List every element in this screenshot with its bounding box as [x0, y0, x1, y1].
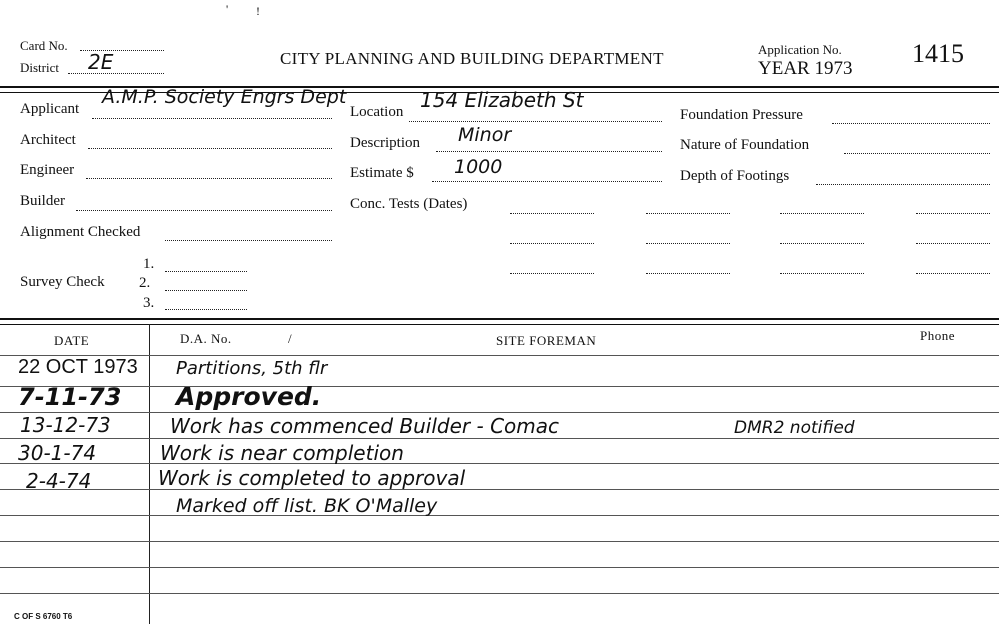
- col-da-header: D.A. No.: [180, 331, 232, 346]
- builder-line: [76, 210, 332, 211]
- log-rule: [0, 318, 999, 320]
- col-da-separator: /: [288, 331, 293, 346]
- conc-line-2d: [916, 243, 990, 244]
- applicant-line: [92, 118, 332, 119]
- survey-num-1: 1.: [143, 256, 155, 272]
- entry-text: Work is near completion: [160, 441, 404, 465]
- survey-line-2: [165, 290, 247, 291]
- row-rule: [0, 463, 999, 464]
- conc-line-2b: [646, 243, 730, 244]
- col-date-header: DATE: [54, 333, 90, 348]
- entry-date: 2-4-74: [26, 469, 92, 493]
- conc-line-1b: [646, 213, 730, 214]
- form-code: C OF S 6760 T6: [14, 612, 73, 621]
- conc-line-3d: [916, 273, 990, 274]
- col-foreman-header: SITE FOREMAN: [496, 333, 597, 348]
- survey-num-3: 3.: [143, 295, 155, 311]
- district-line: [68, 73, 164, 74]
- row-rule: [0, 593, 999, 594]
- scan-mark: ': [226, 2, 229, 16]
- entry-date: 7-11-73: [18, 383, 122, 411]
- entry-text: Approved.: [176, 382, 322, 411]
- depth-footings-line: [816, 184, 990, 185]
- nature-foundation-line: [844, 153, 990, 154]
- conc-line-1a: [510, 213, 594, 214]
- location-label: Location: [350, 104, 404, 120]
- entry-date: 22 OCT 1973: [18, 356, 138, 378]
- conc-line-2c: [780, 243, 864, 244]
- entry-text: Marked off list. BK O'Malley: [176, 495, 438, 517]
- entry-text: Work has commenced Builder - Comac: [170, 414, 560, 438]
- entry-extra: DMR2 notified: [734, 418, 855, 438]
- estimate-line: [432, 181, 662, 182]
- conc-line-1c: [780, 213, 864, 214]
- description-value: Minor: [458, 124, 512, 146]
- year-label: YEAR 1973: [758, 58, 853, 79]
- entry-text: Partitions, 5th flr: [176, 358, 328, 379]
- depth-footings-label: Depth of Footings: [680, 168, 790, 184]
- scan-mark: !: [256, 4, 260, 18]
- row-rule: [0, 541, 999, 542]
- estimate-label: Estimate $: [350, 165, 414, 181]
- survey-label: Survey Check: [20, 274, 105, 290]
- architect-label: Architect: [20, 132, 76, 148]
- card-no-label: Card No.: [20, 38, 68, 53]
- description-label: Description: [350, 135, 420, 151]
- description-line: [436, 151, 662, 152]
- alignment-label: Alignment Checked: [20, 224, 141, 240]
- nature-foundation-label: Nature of Foundation: [680, 137, 810, 153]
- foundation-pressure-label: Foundation Pressure: [680, 107, 803, 123]
- entry-date: 13-12-73: [20, 413, 111, 437]
- row-rule: [0, 489, 999, 490]
- district-label: District: [20, 60, 59, 75]
- architect-line: [88, 148, 332, 149]
- conc-tests-label: Conc. Tests (Dates): [350, 196, 468, 212]
- row-rule: [0, 355, 999, 356]
- conc-line-2a: [510, 243, 594, 244]
- row-rule: [0, 567, 999, 568]
- applicant-label: Applicant: [20, 101, 80, 117]
- engineer-line: [86, 178, 332, 179]
- row-rule: [0, 386, 999, 387]
- application-number: 1415: [912, 39, 964, 68]
- engineer-label: Engineer: [20, 162, 75, 178]
- entry-text: Work is completed to approval: [158, 466, 466, 490]
- conc-line-3a: [510, 273, 594, 274]
- builder-label: Builder: [20, 193, 65, 209]
- date-column-divider: [149, 324, 150, 624]
- estimate-value: 1000: [454, 156, 503, 178]
- district-value: 2E: [88, 50, 114, 74]
- row-rule: [0, 515, 999, 516]
- location-line: [409, 121, 662, 122]
- row-rule: [0, 412, 999, 413]
- application-no-label: Application No.: [758, 42, 842, 57]
- foundation-pressure-line: [832, 123, 990, 124]
- conc-line-3b: [646, 273, 730, 274]
- department-title: CITY PLANNING AND BUILDING DEPARTMENT: [280, 49, 664, 68]
- alignment-line: [165, 240, 332, 241]
- conc-line-3c: [780, 273, 864, 274]
- col-phone-header: Phone: [920, 328, 955, 343]
- conc-line-1d: [916, 213, 990, 214]
- applicant-value: A.M.P. Society Engrs Dept: [102, 86, 347, 108]
- row-rule: [0, 438, 999, 439]
- survey-line-1: [165, 271, 247, 272]
- entry-date: 30-1-74: [18, 441, 97, 465]
- survey-num-2: 2.: [139, 275, 151, 291]
- location-value: 154 Elizabeth St: [420, 88, 584, 112]
- survey-line-3: [165, 309, 247, 310]
